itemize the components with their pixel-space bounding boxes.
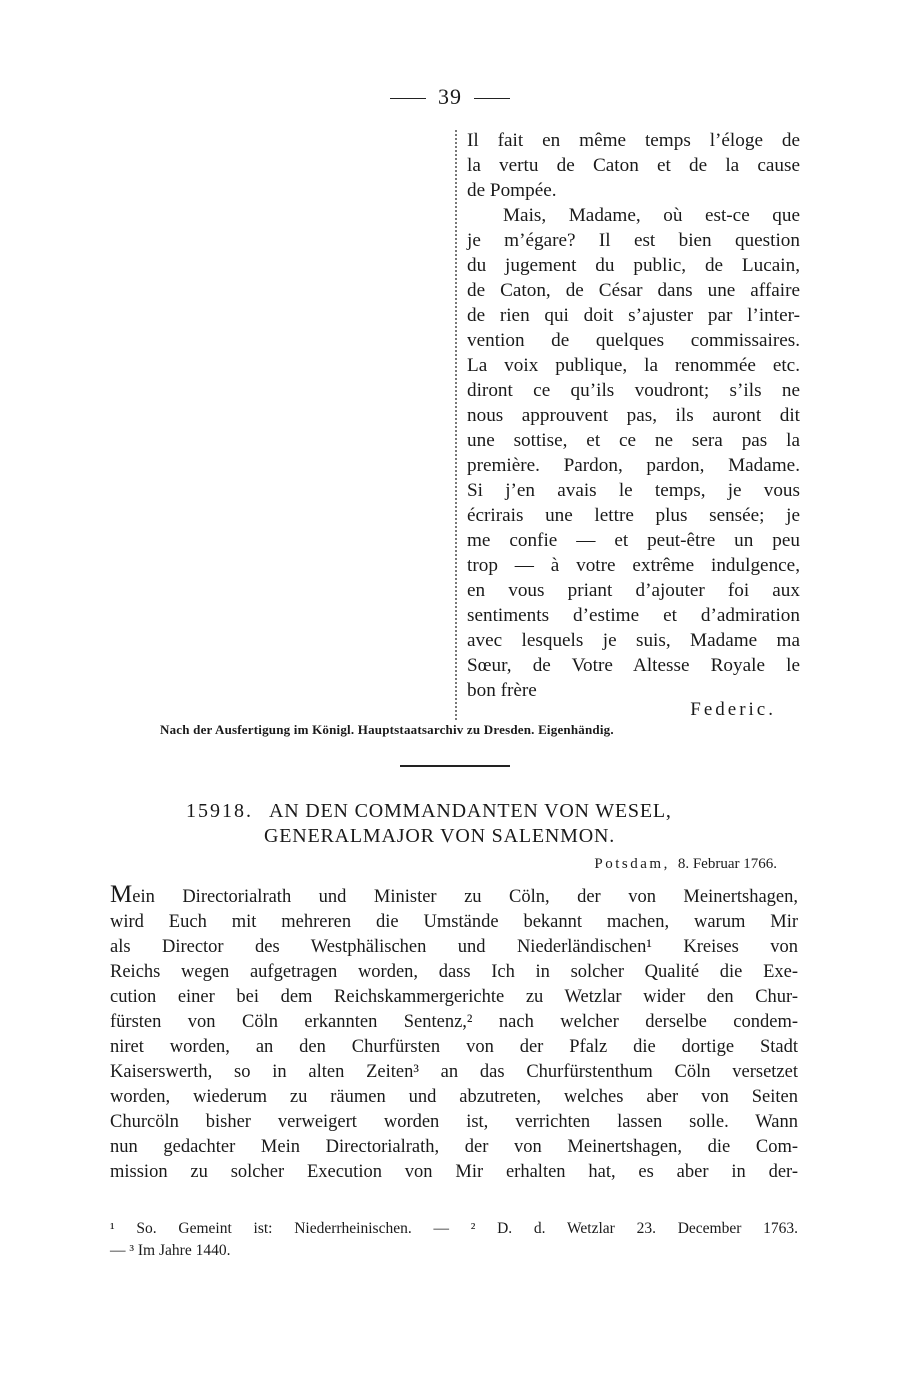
letter-line: de Pompée. [467,180,557,201]
letter-line: je m’égare? Il est bien question [467,230,800,251]
footnote-line-2: — ³ Im Jahre 1440. [110,1242,231,1259]
letter-line: La voix publique, la renommée etc. [467,355,800,376]
letter-line: de Caton, de César dans une affaire [467,280,800,301]
entry-heading-line-1 [0,800,900,823]
dateline-date: 8. Februar 1766. [677,856,777,872]
entry-title-line-2: GENERALMAJOR VON SALENMON. [264,825,615,847]
body-line: cution einer bei dem Reichskammergerichte zu Wetzlar wider den Chur- [110,987,798,1007]
body-line: Churcöln bisher verweigert worden ist, verrichten lassen solle. Wann [110,1112,798,1132]
letter-paragraph-2-line: Mais, Madame, où est-ce que [503,205,800,226]
letter-line: trop — à votre extrême indulgence, [467,555,800,576]
letter-line: Il fait en même temps l’éloge de [467,130,800,151]
entry-title-line-1: AN DEN COMMANDANTEN VON WESEL, [269,800,672,822]
letter-continuation [467,128,800,721]
letter-line: en vous priant d’ajouter foi aux [467,580,800,601]
body-line: Reichs wegen aufgetragen worden, dass Ich in solcher Qualité die Exe- [110,962,798,982]
letter-line: nous approuvent pas, ils auront dit [467,405,800,426]
body-line: Kaiserswerth, so in alten Zeiten³ an das Churfürstenthum Cöln versetzet [110,1062,798,1082]
dateline [594,856,777,873]
letter-line: première. Pardon, pardon, Madame. [467,455,800,476]
body-line: niret worden, an den Churfürsten von der Pfalz die dortige Stadt [110,1037,798,1057]
entry-number: 15918. [186,800,253,822]
body-line: wird Euch mit mehreren die Umstände bekannt machen, warum Mir [110,912,798,932]
dateline-place: Potsdam, [594,856,670,872]
footnotes [110,1218,798,1262]
page-number [0,84,900,110]
entry-heading [0,800,900,848]
letter-line: sentiments d’estime et d’admiration [467,605,800,626]
body-line: mission zu solcher Execution von Mir erhalten hat, es aber in der- [110,1162,798,1182]
body-line: worden, wiederum zu räumen und abzutreten, welches aber von Seiten [110,1087,798,1107]
letter-line: Si j’en avais le temps, je vous [467,480,800,501]
body-line: Mein Directorialrath und Minister zu Cöln, der von Meinertshagen, [110,881,798,908]
letter-line: vention de quelques commissaires. [467,330,800,351]
letter-line: avec lesquels je suis, Madame ma [467,630,800,651]
letter-paragraph-1 [467,128,800,178]
column-divider [455,130,457,720]
page-number-value: 39 [438,84,462,109]
body-line: nun gedachter Mein Directorialrath, der von Meinertshagen, die Com- [110,1137,798,1157]
letter-line: Sœur, de Votre Altesse Royale le [467,655,800,676]
letter-line: une sottise, et ce ne sera pas la [467,430,800,451]
letter-line: diront ce qu’ils voudront; s’ils ne [467,380,800,401]
signature: Federic. [690,699,776,720]
source-note: Nach der Ausfertigung im Königl. Hauptstaatsarchiv zu Dresden. Eigenhändig. [160,722,614,737]
letter-line: de rien qui doit s’ajuster par l’inter- [467,305,800,326]
letter-line: écrirais une lettre plus sensée; je [467,505,800,526]
section-divider [400,765,510,767]
letter-line: la vertu de Caton et de la cause [467,155,800,176]
body-line: fürsten von Cöln erkannten Sentenz,² nach welcher derselbe condem- [110,1012,798,1032]
entry-body [110,882,798,1185]
page-number-dash-left [390,98,426,99]
letter-line: du jugement du public, de Lucain, [467,255,800,276]
letter-line: bon frère [467,680,537,701]
letter-line: me confie — et peut-être un peu [467,530,800,551]
page-number-dash-right [474,98,510,99]
body-line: als Director des Westphälischen und Niederländischen¹ Kreises von [110,937,798,957]
footnote-line-1: ¹ So. Gemeint ist: Niederrheinischen. — ² D. d. Wetzlar 23. December 1763. [110,1220,798,1237]
